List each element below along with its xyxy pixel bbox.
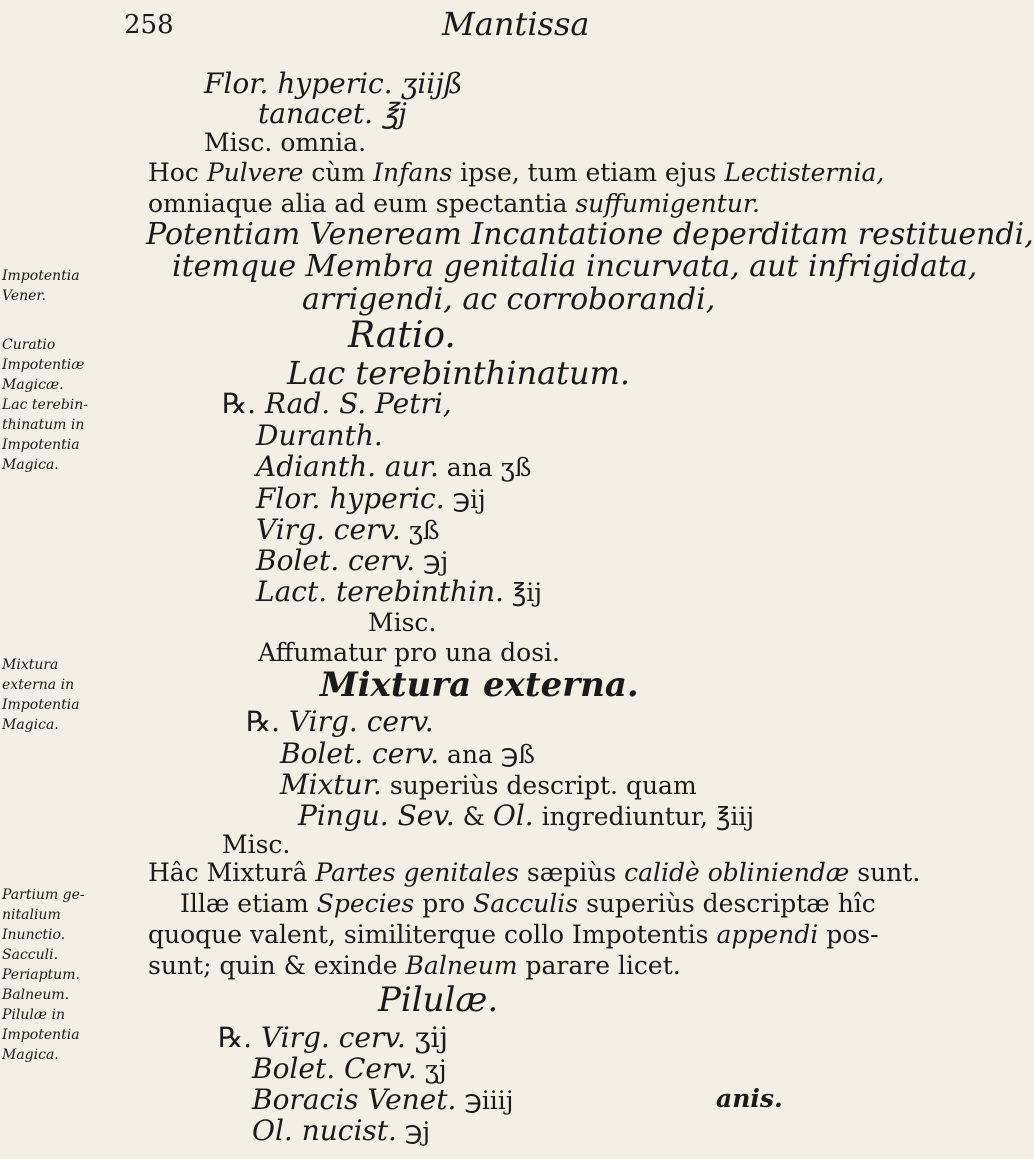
text-span: ingrediuntur, ℥iij	[533, 802, 755, 831]
text-span: Illæ etiam	[180, 889, 317, 918]
recipe-sign: ℞.	[246, 705, 281, 738]
text-span: Sacculis	[473, 889, 579, 918]
recipe-line	[280, 737, 536, 770]
margin-line: Magica.	[2, 1047, 59, 1063]
text-span: ana ℈ß	[439, 740, 536, 769]
text-span: superiùs descript. quam	[381, 771, 697, 800]
recipe-title: Mixtura externa.	[320, 665, 639, 705]
margin-line: Magicæ.	[2, 377, 64, 393]
text-span: suffumigentur.	[575, 189, 760, 218]
text-span: calidè obliniendæ	[624, 858, 850, 887]
text-span: sunt.	[849, 858, 921, 887]
paragraph-line	[148, 922, 879, 947]
paragraph-line	[148, 160, 884, 185]
text-span: Flor. hyperic.	[256, 482, 445, 515]
text-line: Misc.	[222, 830, 291, 859]
text-span: ʒij	[405, 1021, 449, 1054]
text-span: Virg. cerv.	[256, 513, 401, 546]
text-span: superiùs descriptæ hîc	[578, 889, 876, 918]
margin-line: Mixtura	[2, 657, 59, 673]
text-span: pos-	[818, 920, 879, 949]
text-span: Hâc Mixturâ	[148, 858, 316, 887]
margin-line: Pilulæ in	[2, 1007, 65, 1023]
catchword: anis.	[716, 1084, 783, 1113]
recipe-line	[218, 1021, 449, 1054]
text-line: tanacet. ℥j	[258, 97, 407, 130]
recipe-line	[298, 799, 755, 832]
text-span: ʒß	[400, 516, 440, 545]
text-span: cùm	[303, 158, 374, 187]
section-heading: arrigendi, ac corroborandi,	[302, 282, 716, 317]
margin-line: Magica.	[2, 457, 59, 473]
paragraph-line	[180, 891, 876, 916]
text-line: Misc.	[368, 608, 437, 637]
text-span: Lact. terebinthin.	[256, 575, 504, 608]
text-span: Virg. cerv.	[260, 1021, 406, 1054]
recipe-line	[256, 482, 486, 515]
recipe-title: Pilulæ.	[378, 980, 499, 1020]
margin-line: Sacculi.	[2, 947, 59, 963]
text-span: quoque valent, similiterque collo Impotentis	[148, 920, 717, 949]
margin-line: Impotentia	[2, 437, 80, 453]
margin-line: Periaptum.	[2, 967, 80, 983]
margin-line: Impotentia	[2, 268, 80, 284]
text-span: Bolet. Cerv.	[252, 1052, 417, 1085]
margin-line: Curatio	[2, 337, 56, 353]
recipe-line	[256, 513, 440, 546]
page-number: 258	[124, 10, 174, 40]
paragraph-line	[148, 953, 681, 978]
text-span: Bolet. cerv.	[256, 544, 416, 577]
text-span: sunt; quin & exinde	[148, 951, 406, 980]
recipe-line	[252, 1083, 514, 1116]
margin-line: externa in	[2, 677, 75, 693]
text-span: ℈j	[415, 547, 449, 576]
section-heading: Ratio.	[348, 315, 456, 356]
recipe-line	[252, 1052, 447, 1085]
paragraph-line	[148, 191, 760, 216]
recipe-sign: ℞.	[222, 387, 257, 420]
recipe-line	[252, 1114, 431, 1147]
text-span: pro	[414, 889, 474, 918]
text-span: Ol.	[492, 799, 534, 832]
margin-note-curatio	[2, 335, 112, 475]
recipe-line	[222, 387, 452, 420]
text-span: sæpiùs	[518, 858, 625, 887]
margin-line: Vener.	[2, 288, 47, 304]
text-span: Virg. cerv.	[288, 705, 434, 738]
text-span: parare licet.	[517, 951, 681, 980]
margin-line: thinatum in	[2, 417, 85, 433]
text-span: ipse, tum etiam ejus	[452, 158, 725, 187]
text-span: ʒj	[416, 1055, 447, 1084]
margin-line: Partium ge-	[2, 887, 85, 903]
recipe-line	[256, 544, 449, 577]
margin-line: Impotentiæ	[2, 357, 85, 373]
text-line: Flor. hyperic. ʒiijß	[204, 67, 463, 100]
text-span: Species	[316, 889, 415, 918]
text-span: Infans	[373, 158, 453, 187]
text-span: Boracis Venet.	[252, 1083, 457, 1116]
recipe-line	[256, 575, 543, 608]
text-span: Balneum	[405, 951, 518, 980]
running-title: Mantissa	[442, 5, 590, 43]
text-span: &	[454, 802, 493, 831]
recipe-line	[280, 768, 697, 801]
margin-line: Magica.	[2, 717, 59, 733]
text-line: Misc. omnia.	[204, 128, 367, 157]
text-line: Affumatur pro una dosi.	[258, 638, 560, 667]
text-span: Lectisternia,	[724, 158, 885, 187]
margin-line: nitalium	[2, 907, 61, 923]
margin-line: Lac terebin-	[2, 397, 89, 413]
margin-line: Impotentia	[2, 697, 80, 713]
text-span: Rad. S. Petri,	[264, 387, 452, 420]
recipe-line	[246, 705, 434, 738]
text-span: omniaque alia ad eum spectantia	[148, 189, 576, 218]
margin-note-impotentia	[2, 266, 112, 306]
margin-line: Inunctio.	[2, 927, 66, 943]
text-span: Adianth. aur.	[256, 450, 439, 483]
recipe-line: Duranth.	[256, 419, 383, 452]
text-span: ℈iiij	[456, 1086, 514, 1115]
text-span: Hoc	[148, 158, 207, 187]
margin-line: Impotentia	[2, 1027, 80, 1043]
text-span: ℈ij	[444, 485, 486, 514]
paragraph-line	[148, 860, 920, 885]
text-span: Bolet. cerv.	[280, 737, 440, 770]
section-heading: itemque Membra genitalia incurvata, aut infrigidata,	[172, 249, 978, 284]
recipe-sign: ℞.	[218, 1021, 253, 1054]
text-span: appendi	[716, 920, 819, 949]
text-span: Pingu. Sev.	[298, 799, 455, 832]
margin-note-partium	[2, 885, 112, 1065]
recipe-line	[256, 450, 532, 483]
section-heading: Potentiam Veneream Incantatione deperditam restituendi,	[146, 217, 1034, 252]
margin-line: Balneum.	[2, 987, 70, 1003]
margin-note-mixtura	[2, 655, 112, 735]
text-span: Mixtur.	[280, 768, 382, 801]
text-span: Partes genitales	[315, 858, 519, 887]
recipe-title: Lac terebinthinatum.	[287, 354, 631, 392]
text-span: Pulvere	[206, 158, 304, 187]
text-span: ana ʒß	[438, 453, 532, 482]
text-span: ℈j	[396, 1117, 431, 1146]
text-span: ℥ij	[503, 578, 543, 607]
text-span: Ol. nucist.	[252, 1114, 397, 1147]
